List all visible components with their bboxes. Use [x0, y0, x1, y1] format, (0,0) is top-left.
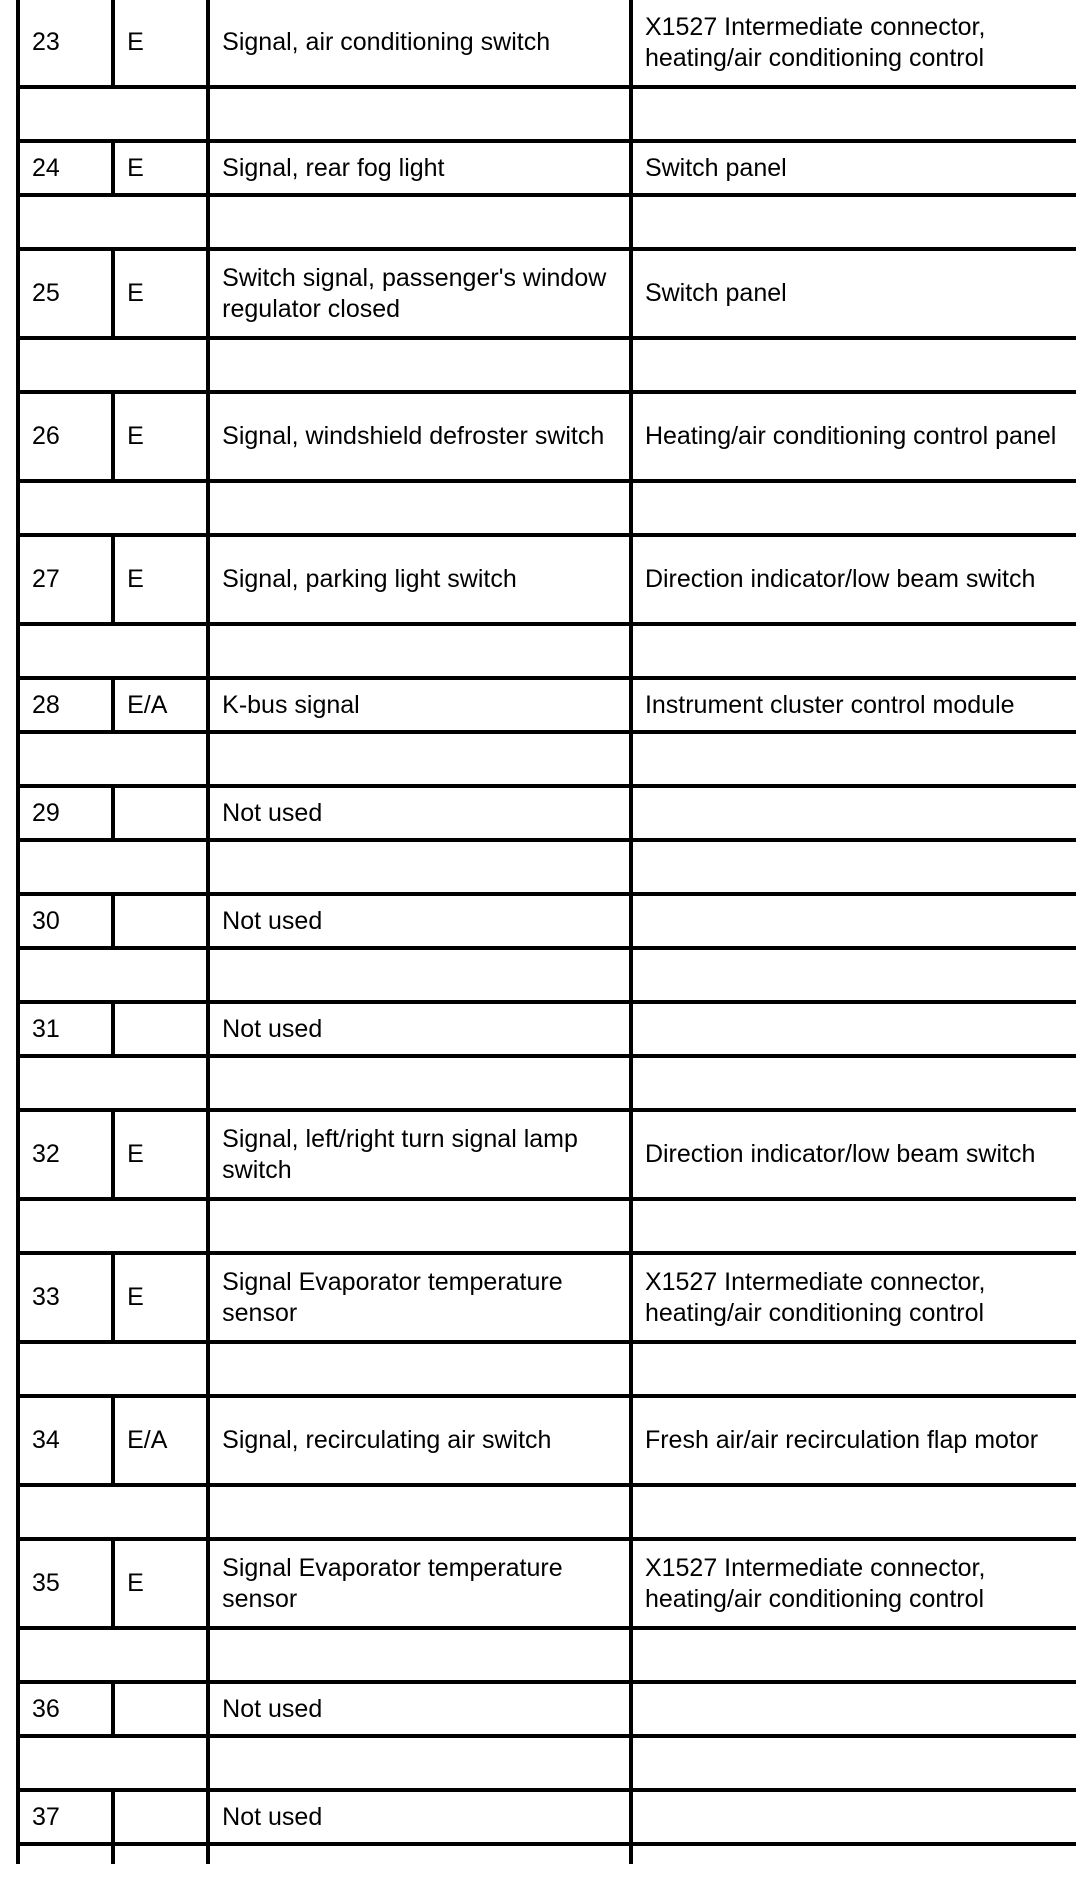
table-row [18, 1110, 1076, 1199]
description-cell: Not used [208, 786, 631, 840]
connection-cell: Direction indicator/low beam switch [631, 1110, 1076, 1199]
signal-type-cell [113, 1002, 208, 1056]
spacer-cell [208, 1485, 631, 1539]
spacer-cell [631, 840, 1076, 894]
spacer-row [18, 732, 1076, 786]
signal-type-cell: E [113, 1110, 208, 1199]
description-cell: Not used [208, 1790, 631, 1844]
connection-cell [631, 1682, 1076, 1736]
spacer-cell [631, 1199, 1076, 1253]
spacer-cell [631, 481, 1076, 535]
table-row [18, 786, 1076, 840]
spacer-row [18, 1844, 1076, 1864]
spacer-cell [18, 195, 208, 249]
spacer-cell [208, 1342, 631, 1396]
connection-cell: Heating/air conditioning control panel [631, 392, 1076, 481]
description-cell: Signal, left/right turn signal lamp switch [208, 1110, 631, 1199]
pin-assignment-table [16, 0, 1076, 1864]
connection-cell [631, 894, 1076, 948]
description-cell: Signal, rear fog light [208, 141, 631, 195]
spacer-cell [18, 624, 208, 678]
spacer-cell [208, 1628, 631, 1682]
table-row [18, 535, 1076, 624]
spacer-cell [113, 1844, 208, 1864]
pin-number-cell: 37 [18, 1790, 113, 1844]
spacer-row [18, 1736, 1076, 1790]
description-cell: Not used [208, 894, 631, 948]
description-cell: K-bus signal [208, 678, 631, 732]
spacer-cell [208, 338, 631, 392]
spacer-row [18, 87, 1076, 141]
pin-number-cell: 31 [18, 1002, 113, 1056]
connection-cell: Direction indicator/low beam switch [631, 535, 1076, 624]
spacer-cell [208, 1199, 631, 1253]
signal-type-cell: E/A [113, 678, 208, 732]
connection-cell [631, 1790, 1076, 1844]
spacer-cell [208, 1736, 631, 1790]
pin-number-cell: 27 [18, 535, 113, 624]
description-cell: Signal Evaporator temperature sensor [208, 1253, 631, 1342]
spacer-cell [18, 1628, 208, 1682]
signal-type-cell: E/A [113, 1396, 208, 1485]
spacer-cell [18, 1199, 208, 1253]
spacer-cell [631, 1485, 1076, 1539]
spacer-cell [208, 732, 631, 786]
spacer-row [18, 840, 1076, 894]
spacer-row [18, 1199, 1076, 1253]
spacer-row [18, 1056, 1076, 1110]
pin-number-cell: 25 [18, 249, 113, 338]
table-row [18, 1396, 1076, 1485]
spacer-cell [18, 87, 208, 141]
description-cell: Signal, air conditioning switch [208, 0, 631, 87]
spacer-cell [208, 624, 631, 678]
spacer-cell [631, 732, 1076, 786]
description-cell: Signal Evaporator temperature sensor [208, 1539, 631, 1628]
pin-number-cell: 30 [18, 894, 113, 948]
spacer-cell [208, 481, 631, 535]
spacer-cell [18, 732, 208, 786]
spacer-cell [208, 87, 631, 141]
table-row [18, 894, 1076, 948]
pin-number-cell: 32 [18, 1110, 113, 1199]
spacer-row [18, 1342, 1076, 1396]
description-cell: Switch signal, passenger's window regulator closed [208, 249, 631, 338]
connection-cell: Switch panel [631, 141, 1076, 195]
signal-type-cell [113, 786, 208, 840]
signal-type-cell: E [113, 1539, 208, 1628]
table-row [18, 0, 1076, 87]
connection-cell: Instrument cluster control module [631, 678, 1076, 732]
signal-type-cell: E [113, 392, 208, 481]
pin-number-cell: 36 [18, 1682, 113, 1736]
signal-type-cell [113, 894, 208, 948]
spacer-cell [18, 1736, 208, 1790]
spacer-cell [18, 1342, 208, 1396]
connection-cell: X1527 Intermediate connector, heating/air conditioning control [631, 0, 1076, 87]
pin-number-cell: 28 [18, 678, 113, 732]
spacer-cell [208, 1056, 631, 1110]
spacer-cell [18, 1485, 208, 1539]
spacer-row [18, 338, 1076, 392]
spacer-row [18, 481, 1076, 535]
table-row [18, 1682, 1076, 1736]
spacer-row [18, 195, 1076, 249]
description-cell: Not used [208, 1682, 631, 1736]
spacer-cell [631, 338, 1076, 392]
spacer-cell [631, 624, 1076, 678]
description-cell: Signal, parking light switch [208, 535, 631, 624]
spacer-cell [18, 481, 208, 535]
spacer-cell [631, 87, 1076, 141]
spacer-cell [18, 1844, 113, 1864]
pin-number-cell: 34 [18, 1396, 113, 1485]
pin-number-cell: 29 [18, 786, 113, 840]
pin-table-body [18, 0, 1076, 1864]
signal-type-cell: E [113, 535, 208, 624]
signal-type-cell: E [113, 141, 208, 195]
signal-type-cell [113, 1790, 208, 1844]
spacer-cell [18, 338, 208, 392]
spacer-row [18, 1628, 1076, 1682]
connection-cell: Switch panel [631, 249, 1076, 338]
pin-number-cell: 24 [18, 141, 113, 195]
pin-number-cell: 23 [18, 0, 113, 87]
signal-type-cell: E [113, 1253, 208, 1342]
pin-number-cell: 26 [18, 392, 113, 481]
description-cell: Signal, recirculating air switch [208, 1396, 631, 1485]
spacer-cell [208, 195, 631, 249]
table-row [18, 392, 1076, 481]
pin-number-cell: 35 [18, 1539, 113, 1628]
spacer-cell [208, 948, 631, 1002]
signal-type-cell [113, 1682, 208, 1736]
table-row [18, 1539, 1076, 1628]
table-row [18, 1790, 1076, 1844]
signal-type-cell: E [113, 0, 208, 87]
connection-cell: X1527 Intermediate connector, heating/air conditioning control [631, 1539, 1076, 1628]
spacer-cell [631, 1736, 1076, 1790]
connection-cell: X1527 Intermediate connector, heating/air conditioning control [631, 1253, 1076, 1342]
description-cell: Not used [208, 1002, 631, 1056]
table-row [18, 249, 1076, 338]
pin-number-cell: 33 [18, 1253, 113, 1342]
connection-cell: Fresh air/air recirculation flap motor [631, 1396, 1076, 1485]
spacer-cell [631, 195, 1076, 249]
spacer-cell [18, 840, 208, 894]
table-row [18, 678, 1076, 732]
spacer-cell [18, 948, 208, 1002]
table-row [18, 1253, 1076, 1342]
spacer-cell [208, 1844, 631, 1864]
spacer-row [18, 948, 1076, 1002]
table-row [18, 1002, 1076, 1056]
spacer-row [18, 624, 1076, 678]
spacer-row [18, 1485, 1076, 1539]
spacer-cell [631, 1844, 1076, 1864]
connection-cell [631, 786, 1076, 840]
spacer-cell [18, 1056, 208, 1110]
table-row [18, 141, 1076, 195]
spacer-cell [631, 1056, 1076, 1110]
spacer-cell [631, 1628, 1076, 1682]
connection-cell [631, 1002, 1076, 1056]
spacer-cell [208, 840, 631, 894]
spacer-cell [631, 1342, 1076, 1396]
signal-type-cell: E [113, 249, 208, 338]
spacer-cell [631, 948, 1076, 1002]
description-cell: Signal, windshield defroster switch [208, 392, 631, 481]
